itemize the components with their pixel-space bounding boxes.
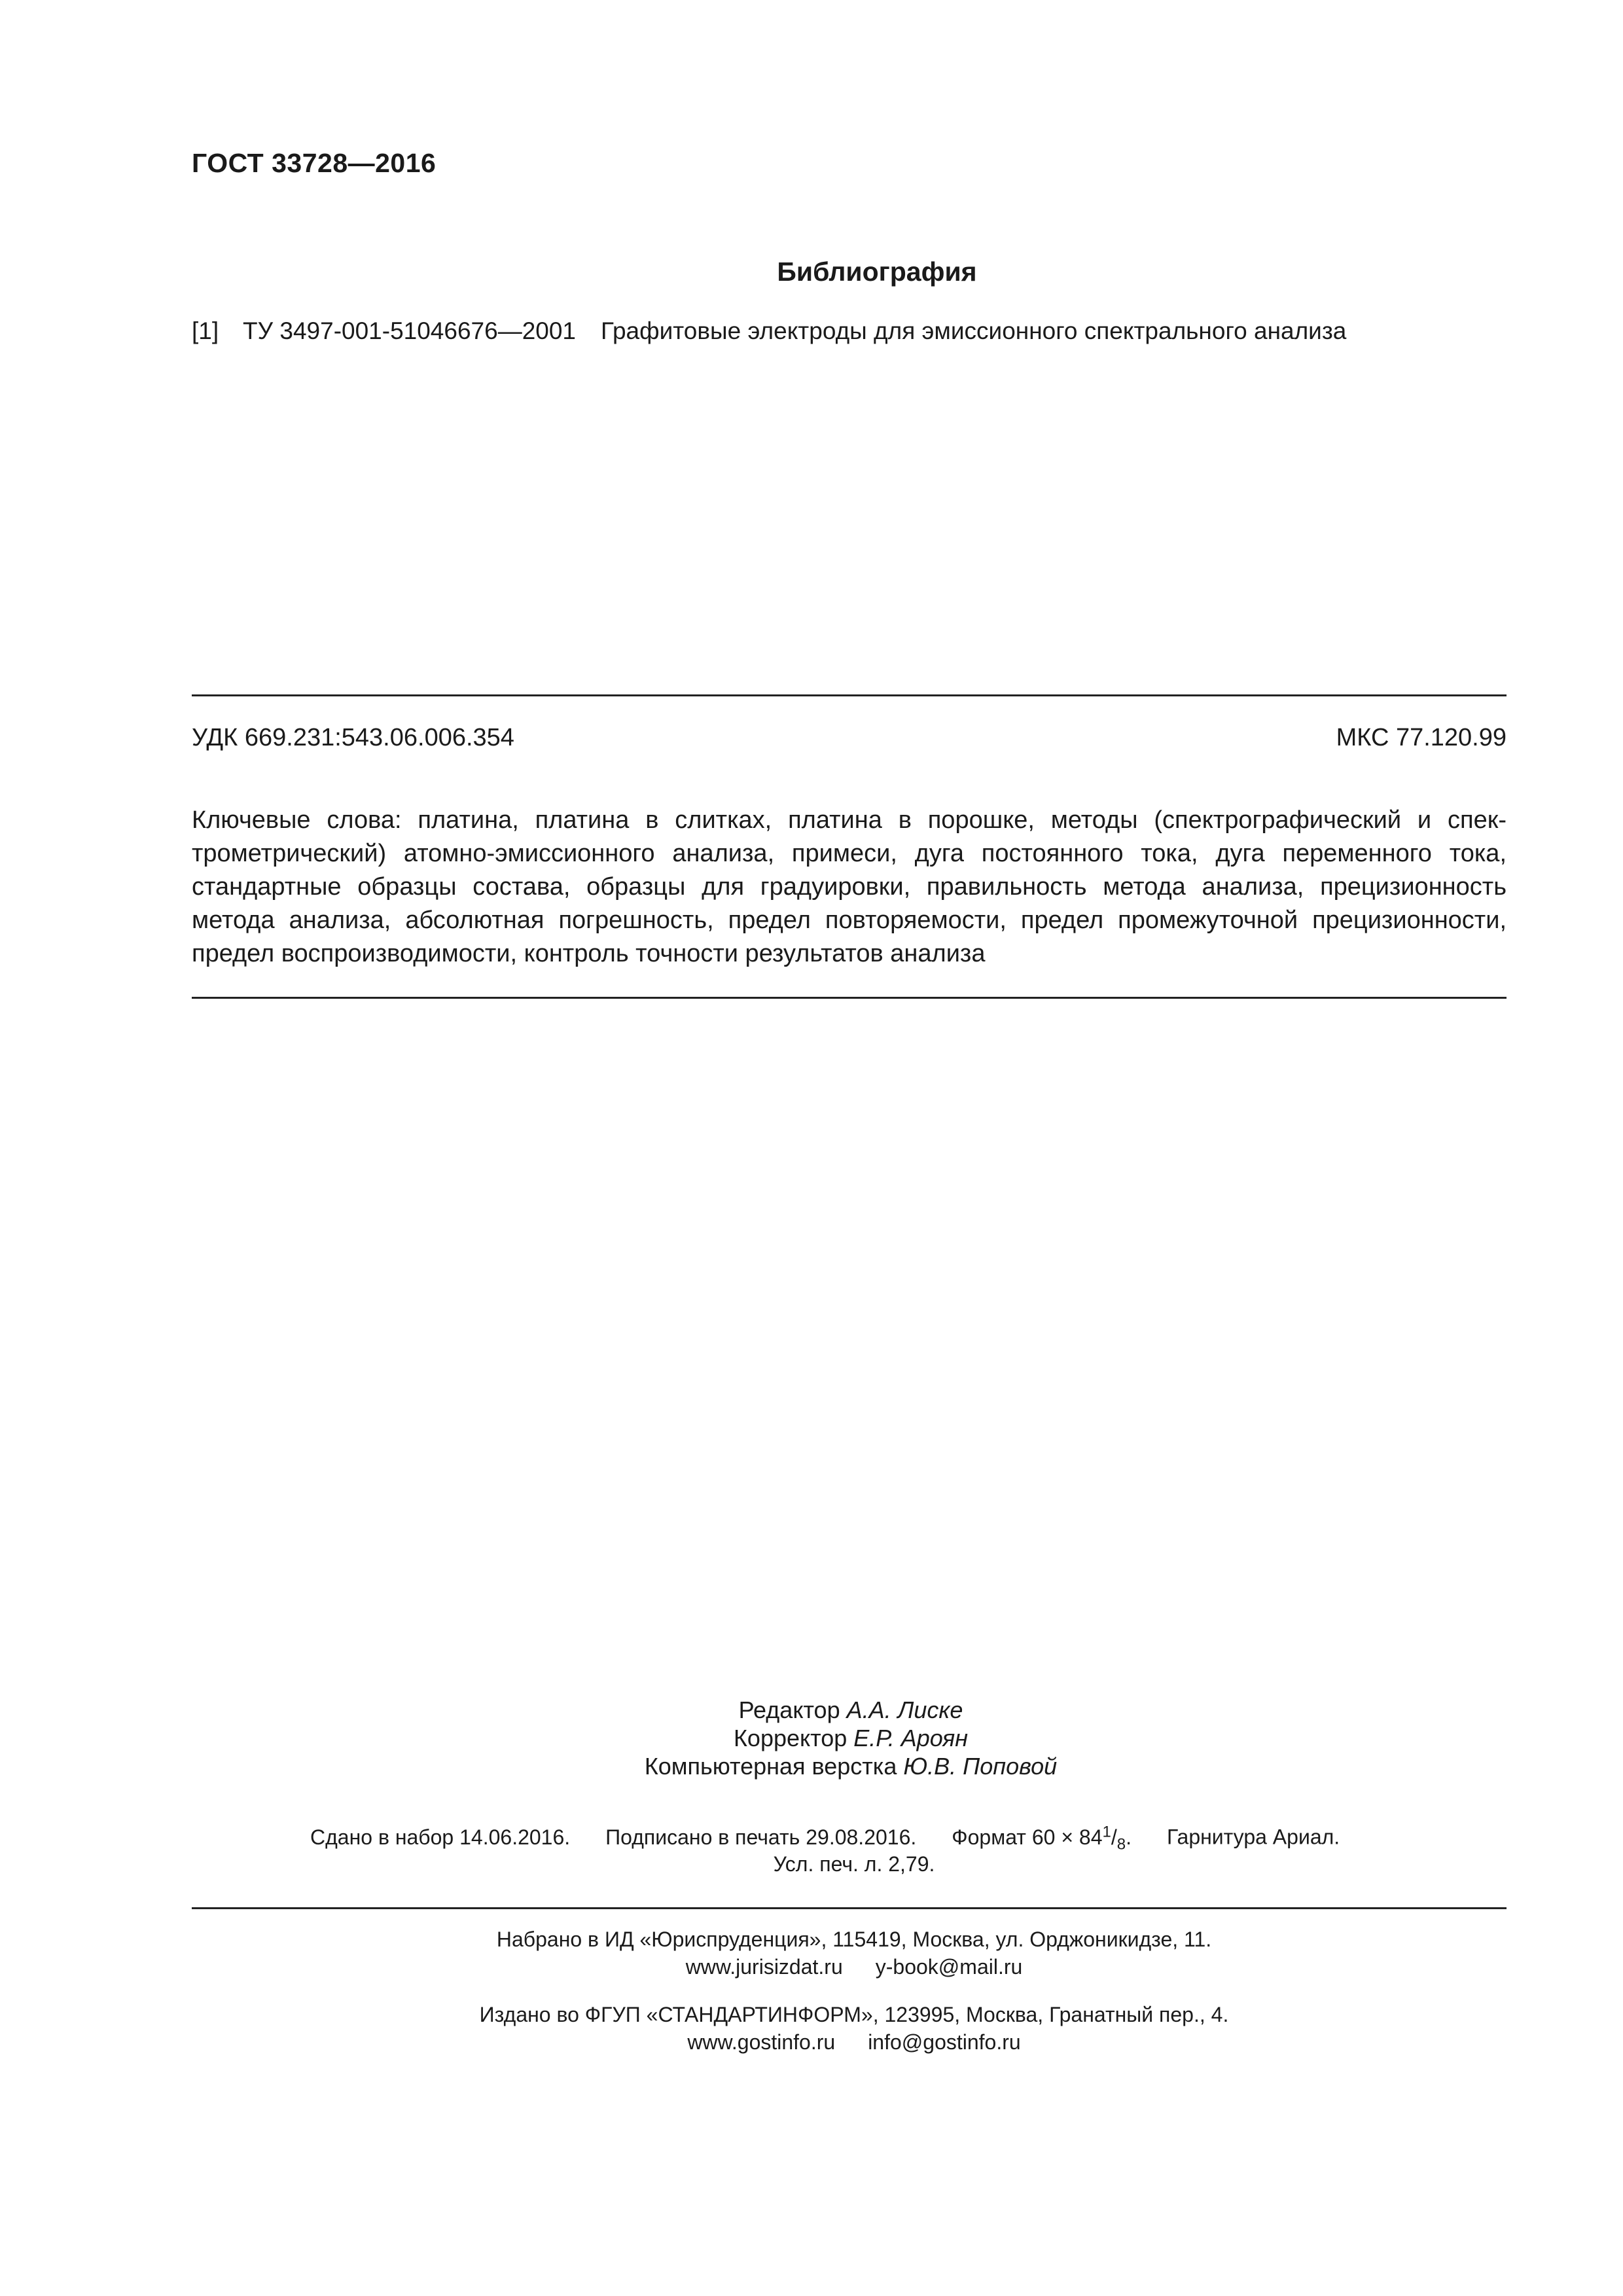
credit-corrector-label: Корректор [733, 1725, 854, 1751]
publisher-email-link[interactable]: info@gostinfo.ru [868, 2030, 1021, 2054]
print-format-suffix: . [1126, 1825, 1132, 1849]
print-submitted: Сдано в набор 14.06.2016. [310, 1825, 571, 1849]
bibliography-entry-number: [1] [192, 317, 219, 344]
credit-corrector-name: Е.Р. Ароян [853, 1725, 969, 1751]
udk-code: УДК 669.231:543.06.006.354 [192, 724, 514, 751]
bibliography-entry-title: Графитовые электроды для эмиссионного спектрального анализа [601, 317, 1347, 344]
print-info [310, 1823, 1340, 1854]
document-id: ГОСТ 33728—2016 [192, 148, 437, 178]
print-sheets: Усл. печ. л. 2,79. [773, 1852, 935, 1876]
keywords-paragraph: Ключевые слова: платина, платина в слитках, платина в порошке, методы (спектрографический и спектрометрический) атомно-эмиссионного анализа, примеси, дуга постоянного тока, дуга переменного тока, стандартные образцы состава, образцы для градуировки, правильность метода анализа, прецизионность метода анализа, абсолютная погрешность, предел повторяемости, предел промежуточной прецизионности, предел воспроизводимости, контроль точности результатов анализа [192, 806, 1507, 967]
print-signed: Подписано в печать 29.08.2016. [605, 1825, 917, 1849]
credit-layout [0, 1753, 1623, 1780]
typesetter-site-link[interactable]: www.jurisizdat.ru [685, 1955, 843, 1979]
credit-editor-name: А.А. Лиске [846, 1696, 963, 1723]
divider-top [192, 694, 1507, 696]
typesetter-address: Набрано в ИД «Юриспруденция», 115419, Москва, ул. Орджоникидзе, 11. [496, 1928, 1212, 1951]
credit-layout-name: Ю.В. Поповой [903, 1753, 1058, 1780]
typesetter-contacts [0, 1955, 1623, 1979]
mks-code: МКС 77.120.99 [1336, 724, 1507, 751]
typesetter-email-link[interactable]: y-book@mail.ru [875, 1955, 1023, 1979]
print-typeface: Гарнитура Ариал. [1166, 1825, 1340, 1849]
print-format-slash: / [1111, 1825, 1117, 1849]
divider-imprint [192, 1907, 1507, 1909]
bibliography-entry [192, 317, 1346, 345]
bibliography-title: Библиография [777, 257, 977, 287]
publisher-site-link[interactable]: www.gostinfo.ru [687, 2030, 836, 2054]
credit-editor-label: Редактор [738, 1696, 847, 1723]
divider-keywords [192, 997, 1507, 999]
credit-corrector [0, 1725, 1623, 1752]
bibliography-entry-code: ТУ 3497-001-51046676—2001 [243, 317, 577, 344]
credit-editor [0, 1696, 1623, 1724]
publisher-contacts [0, 2030, 1623, 2054]
print-format-prefix: Формат 60 × 84 [952, 1825, 1103, 1849]
print-format-sub: 8 [1116, 1835, 1126, 1854]
print-format [952, 1823, 1132, 1854]
credit-layout-label: Компьютерная верстка [644, 1753, 904, 1780]
print-format-sup: 1 [1102, 1823, 1111, 1840]
publisher-address: Издано во ФГУП «СТАНДАРТИНФОРМ», 123995, Москва, Гранатный пер., 4. [479, 2003, 1229, 2026]
